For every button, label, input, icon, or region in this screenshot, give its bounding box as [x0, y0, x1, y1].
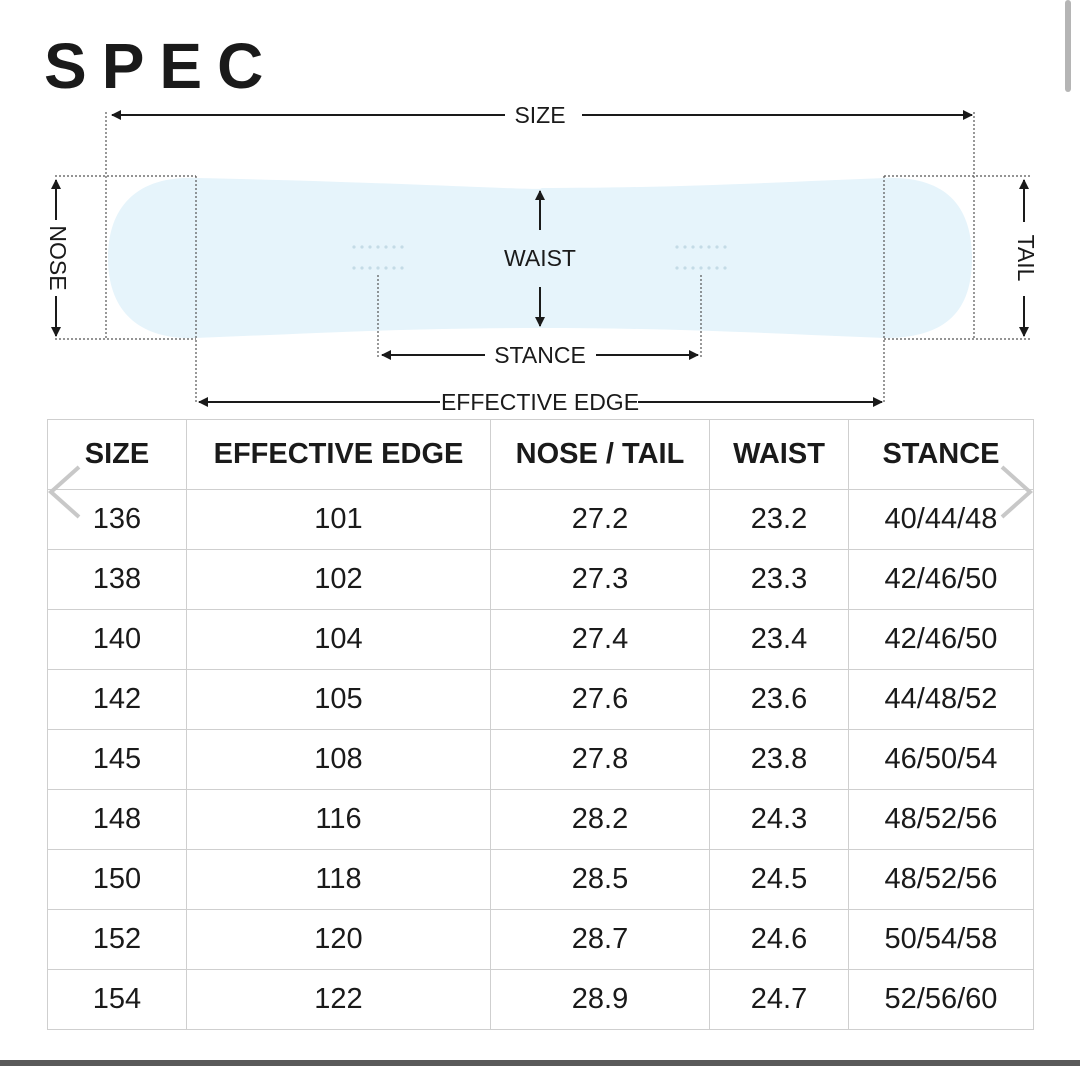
column-header-size: SIZE — [48, 420, 187, 490]
cell-stance: 48/52/56 — [849, 790, 1034, 850]
cell-nose-tail: 27.4 — [491, 610, 710, 670]
next-image-button[interactable] — [996, 462, 1036, 522]
cell-size: 138 — [48, 550, 187, 610]
cell-stance: 42/46/50 — [849, 610, 1034, 670]
cell-size: 148 — [48, 790, 187, 850]
cell-effective-edge: 116 — [187, 790, 491, 850]
scrollbar-thumb[interactable] — [1065, 0, 1071, 92]
cell-stance: 44/48/52 — [849, 670, 1034, 730]
cell-stance: 40/44/48 — [849, 490, 1034, 550]
cell-size: 136 — [48, 490, 187, 550]
effective-edge-label: EFFECTIVE EDGE — [440, 389, 640, 415]
cell-stance: 48/52/56 — [849, 850, 1034, 910]
nose-dimension — [45, 180, 71, 336]
cell-waist: 23.2 — [710, 490, 849, 550]
cell-size: 145 — [48, 730, 187, 790]
tail-dimension — [1013, 180, 1039, 336]
cell-size: 140 — [48, 610, 187, 670]
cell-nose-tail: 28.9 — [491, 970, 710, 1030]
column-header-nose-tail: NOSE / TAIL — [491, 420, 710, 490]
cell-size: 154 — [48, 970, 187, 1030]
table-row — [48, 610, 1034, 670]
cell-nose-tail: 27.6 — [491, 670, 710, 730]
table-header-row — [48, 420, 1034, 490]
table-row — [48, 970, 1034, 1030]
cell-waist: 23.3 — [710, 550, 849, 610]
cell-waist: 24.6 — [710, 910, 849, 970]
waist-label: WAIST — [504, 245, 576, 271]
cell-stance: 52/56/60 — [849, 970, 1034, 1030]
cell-waist: 24.5 — [710, 850, 849, 910]
cell-nose-tail: 28.2 — [491, 790, 710, 850]
table-row — [48, 550, 1034, 610]
table-body — [48, 490, 1034, 1030]
size-dimension — [112, 102, 972, 128]
nose-label: NOSE — [44, 225, 71, 291]
cell-nose-tail: 27.3 — [491, 550, 710, 610]
chevron-left-icon — [45, 462, 85, 522]
cell-size: 152 — [48, 910, 187, 970]
effective-edge-dimension — [199, 389, 882, 415]
cell-nose-tail: 27.2 — [491, 490, 710, 550]
table-row — [48, 850, 1034, 910]
chevron-right-icon — [996, 462, 1036, 522]
cell-effective-edge: 102 — [187, 550, 491, 610]
cell-effective-edge: 105 — [187, 670, 491, 730]
table-row — [48, 790, 1034, 850]
cell-stance: 42/46/50 — [849, 550, 1034, 610]
cell-effective-edge: 120 — [187, 910, 491, 970]
column-header-waist: WAIST — [710, 420, 849, 490]
prev-image-button[interactable] — [45, 462, 85, 522]
cell-effective-edge: 122 — [187, 970, 491, 1030]
stance-dimension — [382, 342, 698, 368]
table-row — [48, 490, 1034, 550]
bottom-divider — [0, 1060, 1080, 1066]
cell-stance: 46/50/54 — [849, 730, 1034, 790]
cell-size: 150 — [48, 850, 187, 910]
cell-waist: 24.3 — [710, 790, 849, 850]
cell-stance: 50/54/58 — [849, 910, 1034, 970]
cell-size: 142 — [48, 670, 187, 730]
page-title: SPEC — [44, 30, 279, 102]
cell-effective-edge: 101 — [187, 490, 491, 550]
cell-waist: 23.6 — [710, 670, 849, 730]
cell-waist: 24.7 — [710, 970, 849, 1030]
cell-nose-tail: 27.8 — [491, 730, 710, 790]
cell-nose-tail: 28.5 — [491, 850, 710, 910]
table-row — [48, 670, 1034, 730]
cell-nose-tail: 28.7 — [491, 910, 710, 970]
spec-table — [47, 419, 1034, 1030]
column-header-effective-edge: EFFECTIVE EDGE — [187, 420, 491, 490]
cell-effective-edge: 104 — [187, 610, 491, 670]
column-header-stance: STANCE — [849, 420, 1034, 490]
cell-effective-edge: 108 — [187, 730, 491, 790]
cell-effective-edge: 118 — [187, 850, 491, 910]
snowboard-diagram — [0, 0, 1080, 420]
table-row — [48, 730, 1034, 790]
tail-label: TAIL — [1012, 234, 1039, 282]
size-label: SIZE — [514, 102, 566, 128]
cell-waist: 23.8 — [710, 730, 849, 790]
table-row — [48, 910, 1034, 970]
cell-waist: 23.4 — [710, 610, 849, 670]
stance-label: STANCE — [494, 342, 586, 368]
